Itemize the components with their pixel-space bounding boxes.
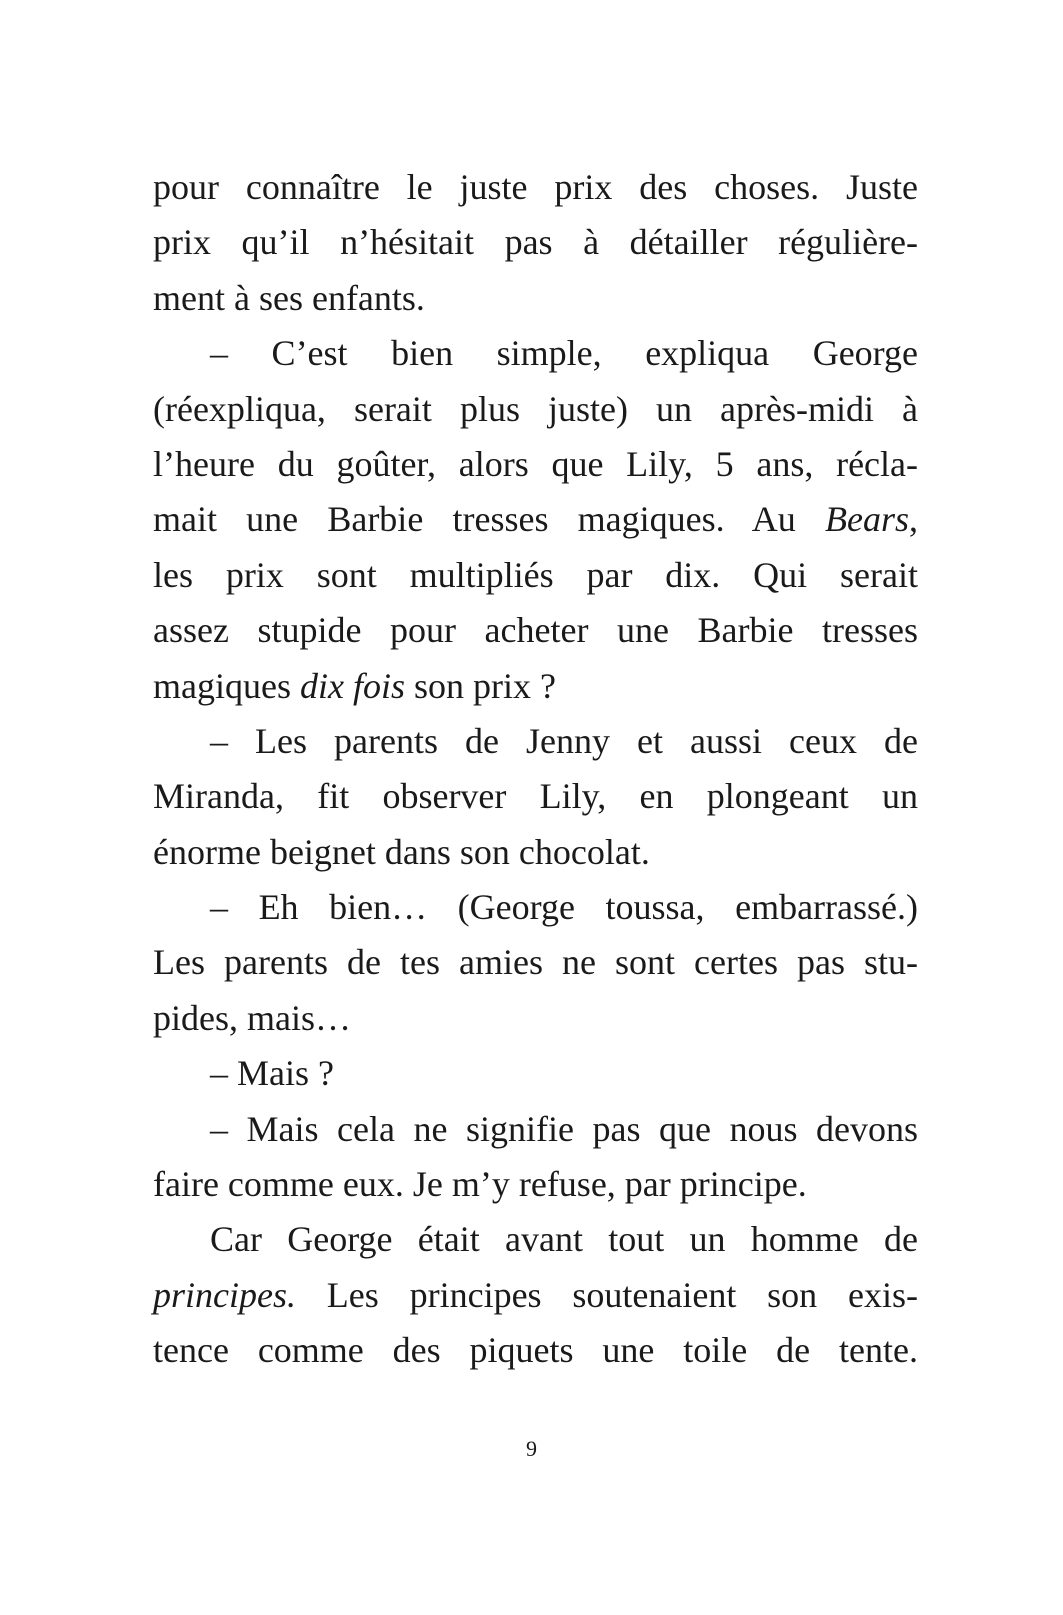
text-line: Miranda, fit observer Lily, en plongeant un [153,776,918,817]
text-line: – C’est bien simple, expliqua George [210,333,918,374]
text-line: magiques dix fois son prix ? [153,665,556,706]
text-line: mait une Barbie tresses magiques. Au Bears, [153,499,918,540]
text-line: – Eh bien… (George toussa, embarrassé.) [210,887,918,928]
text-line: pides, mais… [153,997,351,1038]
text-line: faire comme eux. Je m’y refuse, par principe. [153,1164,807,1205]
text-line: assez stupide pour acheter une Barbie tresses [153,610,918,651]
italic-emphasis: principes. [153,1274,296,1315]
text-line: ment à ses enfants. [153,277,425,318]
text-line: énorme beignet dans son chocolat. [153,831,650,872]
text-line: l’heure du goûter, alors que Lily, 5 ans, récla- [153,443,918,484]
text-line: les prix sont multipliés par dix. Qui serait [153,554,918,595]
text-line: Car George était avant tout un homme de [210,1219,918,1260]
text-line: (réexpliqua, serait plus juste) un après-midi à [153,388,918,429]
italic-emphasis: dix fois [299,665,405,706]
text-line: – Mais ? [210,1053,334,1094]
text-line: – Les parents de Jenny et aussi ceux de [210,720,918,761]
text-line: pour connaître le juste prix des choses. Juste [153,167,918,207]
text-line: principes. Les principes soutenaient son exis- [153,1274,918,1315]
page-number: 9 [526,1436,537,1461]
text-line: prix qu’il n’hésitait pas à détailler régulière- [153,222,918,263]
text-line: tence comme des piquets une toile de tente. [153,1330,918,1371]
body-text [153,160,918,1379]
text-line: Les parents de tes amies ne sont certes pas stu- [153,942,918,983]
text-line: – Mais cela ne signifie pas que nous devons [210,1108,918,1149]
italic-title: Bears [825,499,909,540]
